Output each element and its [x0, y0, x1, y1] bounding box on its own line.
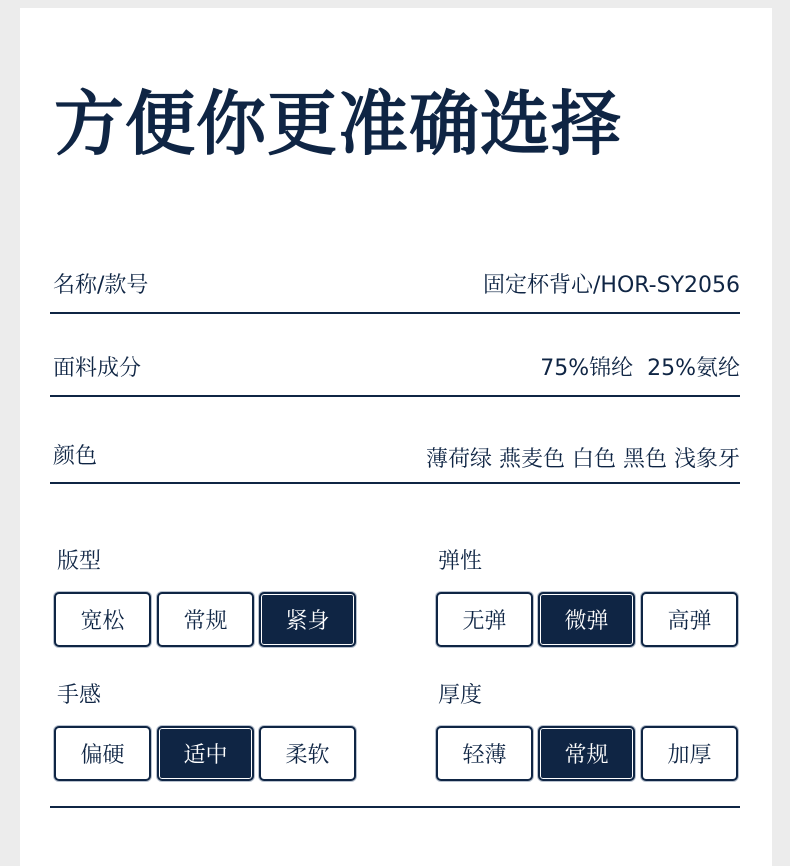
fit-option-loose[interactable]: 宽松 [54, 592, 151, 647]
page-title: 方便你更准确选择 [54, 83, 622, 165]
divider [50, 395, 740, 397]
thickness-title: 厚度 [438, 683, 483, 708]
elasticity-title: 弹性 [438, 549, 483, 574]
name-value: 固定杯背心/HOR-SY2056 [483, 273, 740, 298]
divider [50, 482, 740, 484]
fit-option-slim[interactable]: 紧身 [259, 592, 356, 647]
fit-title: 版型 [57, 549, 102, 574]
feel-option-medium[interactable]: 适中 [157, 726, 254, 781]
thickness-option-thin[interactable]: 轻薄 [436, 726, 533, 781]
elasticity-option-none[interactable]: 无弹 [436, 592, 533, 647]
fit-option-regular[interactable]: 常规 [157, 592, 254, 647]
fabric-label: 面料成分 [53, 356, 142, 381]
divider [50, 806, 740, 808]
fabric-value: 75%锦纶 25%氨纶 [540, 356, 740, 381]
name-label: 名称/款号 [53, 273, 149, 298]
color-value: 薄荷绿 燕麦色 白色 黑色 浅象牙 [426, 447, 740, 472]
feel-title: 手感 [57, 683, 102, 708]
thickness-option-thick[interactable]: 加厚 [641, 726, 738, 781]
feel-option-soft[interactable]: 柔软 [259, 726, 356, 781]
elasticity-option-high[interactable]: 高弹 [641, 592, 738, 647]
elasticity-option-slight[interactable]: 微弹 [538, 592, 635, 647]
feel-option-firm[interactable]: 偏硬 [54, 726, 151, 781]
thickness-option-regular[interactable]: 常规 [538, 726, 635, 781]
divider [50, 312, 740, 314]
color-label: 颜色 [53, 444, 98, 469]
